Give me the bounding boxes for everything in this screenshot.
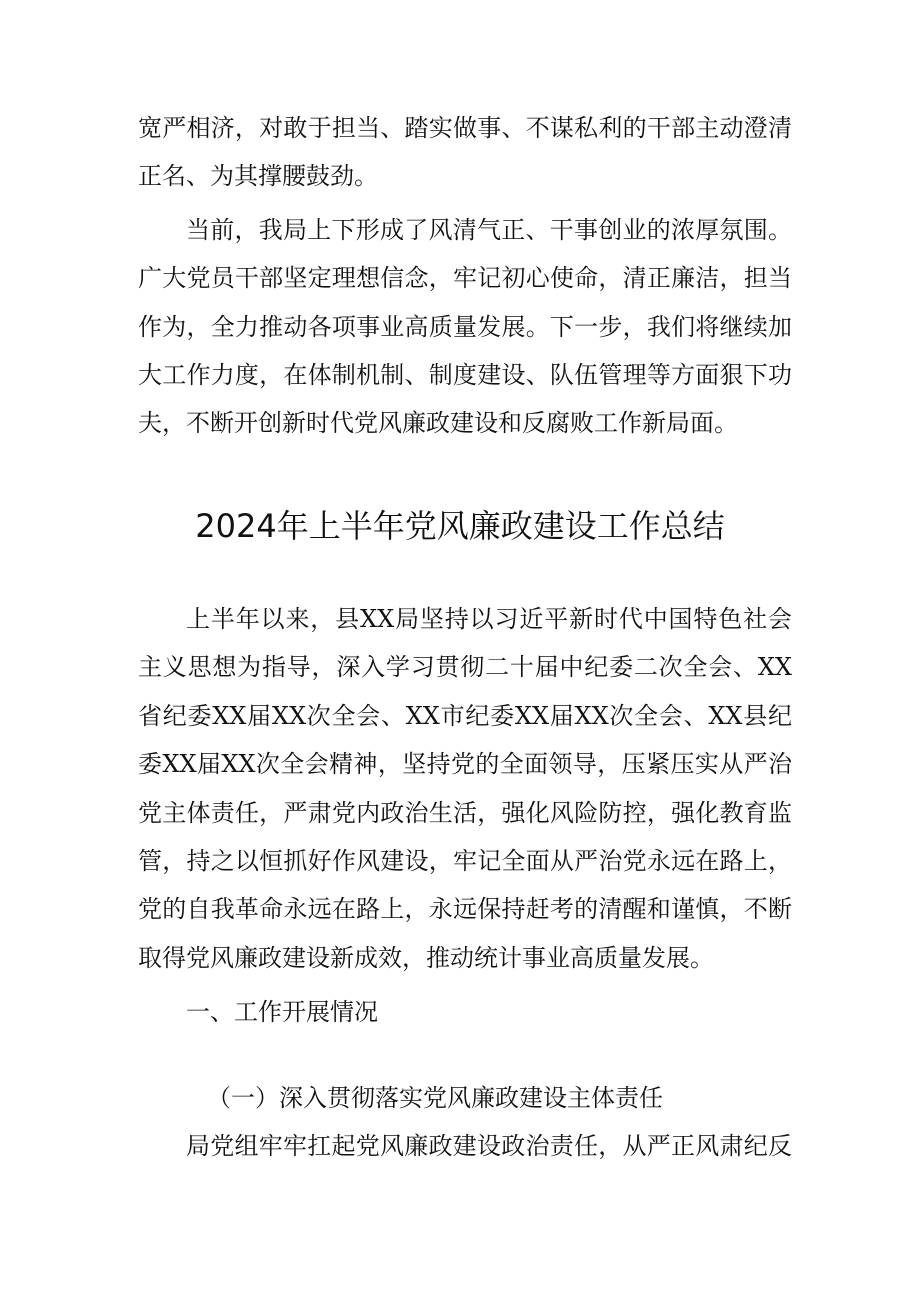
paragraph-line: 党主体责任，严肃党内政治生活，强化风险防控，强化教育监 xyxy=(138,799,792,827)
paragraph-line: 大工作力度，在体制机制、制度建设、队伍管理等方面狠下功 xyxy=(138,361,792,389)
paragraph-line: 局党组牢牢扛起党风廉政建设政治责任，从严正风肃纪反 xyxy=(186,1132,792,1160)
paragraph-line: 省纪委XX届XX次全会、XX市纪委XX届XX次全会、XX县纪 xyxy=(138,702,792,730)
paragraph-line: 夫，不断开创新时代党风廉政建设和反腐败工作新局面。 xyxy=(138,409,738,437)
paragraph-line: 上半年以来，县XX局坚持以习近平新时代中国特色社会 xyxy=(186,605,792,633)
paragraph-line: 广大党员干部坚定理想信念，牢记初心使命，清正廉洁，担当 xyxy=(138,264,792,292)
paragraph-line: 取得党风廉政建设新成效，推动统计事业高质量发展。 xyxy=(138,944,714,972)
paragraph-line: 党的自我革命永远在路上，永远保持赶考的清醒和谨慎，不断 xyxy=(138,895,792,923)
section-heading: 一、工作开展情况 xyxy=(186,998,378,1026)
paragraph-line: 管，持之以恒抓好作风建设，牢记全面从严治党永远在路上， xyxy=(138,847,792,875)
paragraph-line: 作为，全力推动各项事业高质量发展。下一步，我们将继续加 xyxy=(138,313,792,341)
paragraph-line: 主义思想为指导，深入学习贯彻二十届中纪委二次全会、XX xyxy=(138,653,792,681)
document-title: 2024年上半年党风廉政建设工作总结 xyxy=(195,507,725,545)
paragraph-line: 委XX届XX次全会精神，坚持党的全面领导，压紧压实从严治 xyxy=(138,750,792,778)
paragraph-line: 当前，我局上下形成了风清气正、干事创业的浓厚氛围。 xyxy=(186,216,792,244)
paragraph-line: 正名、为其撑腰鼓劲。 xyxy=(138,162,378,190)
paragraph-line: 宽严相济，对敢于担当、踏实做事、不谋私利的干部主动澄清 xyxy=(138,114,792,142)
subsection-heading: （一）深入贯彻落实党风廉政建设主体责任 xyxy=(207,1084,663,1112)
